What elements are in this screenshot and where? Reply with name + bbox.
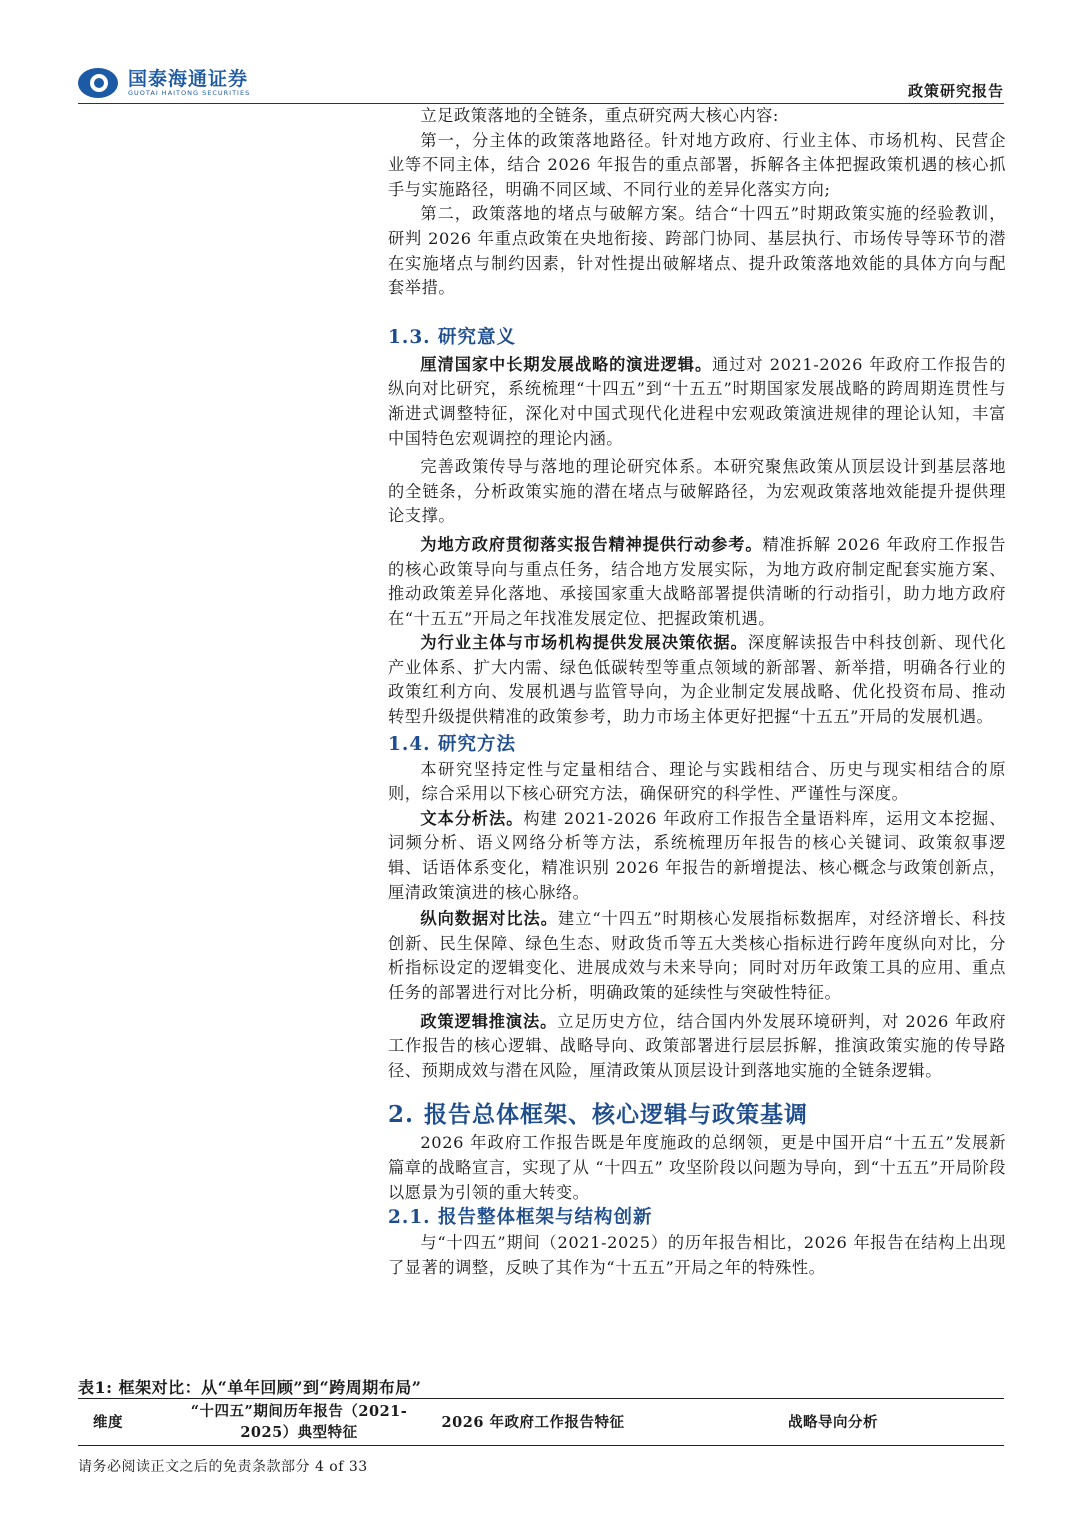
- paragraph: 第一，分主体的政策落地路径。针对地方政府、行业主体、市场机构、民营企业等不同主体，结合 2026 年报告的重点部署，拆解各主体把握政策机遇的核心抓手与实施路径，明确不同区域、不同行业的差异化落实方向;: [388, 130, 1006, 199]
- paragraph-lead: 纵向数据对比法。: [420, 909, 558, 929]
- paragraph-text: 通过对 2021-2026 年政府工作报告的纵向对比研究，系统梳理“十四五”到“十五五”时期国家发展战略的跨周期连贯性与渐进式调整特征，深化对中国式现代化进程中宏观政策演进规律的理论认知，丰富中国特色宏观调控的理论内涵。: [388, 354, 1006, 448]
- paragraph-text: 深度解读报告中科技创新、现代化产业体系、扩大内需、绿色低碳转型等重点领域的新部署、新举措，明确各行业的政策红利方向、发展机遇与监管导向，为企业制定发展战略、优化投资布局、推动转型升级提供精准的政策参考，助力市场主体更好把握“十五五”开局的发展机遇。: [388, 633, 1006, 727]
- page-footer: 请务必阅读正文之后的免责条款部分 4 of 33: [78, 1459, 368, 1475]
- paragraph: [388, 1010, 1006, 1084]
- section-heading-2: [388, 1099, 1006, 1131]
- section-number: 1.4.: [388, 733, 431, 755]
- section-number: 1.3.: [388, 326, 431, 348]
- report-type-label: 政策研究报告: [907, 82, 1004, 100]
- section-heading-2-1: [388, 1205, 1006, 1231]
- paragraph-lead: 厘清国家中长期发展战略的演进逻辑。: [420, 354, 713, 374]
- paragraph: 2026 年政府工作报告既是年度施政的总纲领，更是中国开启“十五五”发展新篇章的战略宣言，实现了从 “十四五” 攻坚阶段以问题为导向，到“十五五”开局阶段以愿景为引领的重大转变。: [388, 1133, 1006, 1202]
- logo-mark-icon: [78, 68, 120, 98]
- paragraph-text: 建立“十四五”时期核心发展指标数据库，对经济增长、科技创新、民生保障、绿色生态、财政货币等五大类核心指标进行跨年度纵向对比，分析指标设定的逻辑变化、进展成效与未来导向；同时对历年政策工具的应用、重点任务的部署进行对比分析，明确政策的延续性与突破性特征。: [388, 909, 1006, 1002]
- paragraph: 本研究坚持定性与定量相结合、理论与实践相结合、历史与现实相结合的原则，综合采用以下核心研究方法，确保研究的科学性、严谨性与深度。: [388, 759, 1006, 804]
- paragraph: 完善政策传导与落地的理论研究体系。本研究聚焦政策从顶层设计到基层落地的全链条，分析政策实施的潜在堵点与破解路径，为宏观政策落地效能提升提供理论支撑。: [388, 457, 1006, 526]
- section-heading-1-4: [388, 732, 1006, 758]
- section-title: 研究意义: [438, 326, 517, 348]
- paragraph-lead: 为地方政府贯彻落实报告精神提供行动参考。: [420, 534, 763, 554]
- logo-cn-text: 国泰海通证券: [128, 67, 249, 90]
- table-header-cell: 2026 年政府工作报告特征: [441, 1413, 625, 1431]
- paragraph: [388, 907, 1006, 1005]
- section-title: 研究方法: [438, 733, 517, 755]
- paragraph: [388, 353, 1006, 451]
- paragraph: [388, 807, 1006, 905]
- framework-comparison-table: [78, 1398, 1004, 1446]
- table-header-cell: “十四五”期间历年报告（2021-2025）典型特征: [190, 1403, 408, 1441]
- paragraph: 第二，政策落地的堵点与破解方案。结合“十四五”时期政策实施的经验教训，研判 2026 年重点政策在央地衔接、跨部门协同、基层执行、市场传导等环节的潜在实施堵点与制约因素，针对性提出破解堵点、提升政策落地效能的具体方向与配套举措。: [388, 204, 1006, 298]
- company-logo: [78, 68, 250, 98]
- paragraph-text: 立足历史方位，结合国内外发展环境研判，对 2026 年政府工作报告的核心逻辑、战略导向、政策部署进行层层拆解，推演政策实施的传导路径、预期成效与潜在风险，厘清政策从顶层设计到落地实施的全链条逻辑。: [388, 1011, 1006, 1080]
- paragraph-text: 构建 2021-2026 年政府工作报告全量语料库，运用文本挖掘、词频分析、语义网络分析等方法，系统梳理历年报告的核心关键词、政策叙事逻辑、话语体系变化，精准识别 2026 年报告的新增提法、核心概念与政策创新点，厘清政策演进的核心脉络。: [388, 808, 1006, 902]
- paragraph-lead: 文本分析法。: [420, 808, 524, 828]
- section-heading-1-3: [388, 325, 1006, 351]
- paragraph-lead: 政策逻辑推演法。: [420, 1011, 558, 1031]
- paragraph: [388, 631, 1006, 729]
- section-number: 2.1.: [388, 1207, 431, 1229]
- paragraph-text: 精准拆解 2026 年政府工作报告的核心政策导向与重点任务，结合地方发展实际，为地方政府制定配套实施方案、推动政策差异化落地、承接国家重大战略部署提供清晰的行动指引，助力地方政府在“十五五”开局之年找准发展定位、把握政策机遇。: [388, 534, 1007, 628]
- section-title: 报告总体框架、核心逻辑与政策基调: [424, 1101, 808, 1129]
- table-title: 表1: 框架对比：从“单年回顾”到“跨周期布局”: [78, 1378, 422, 1397]
- paragraph: [388, 533, 1006, 631]
- table-header-cell: 战略导向分析: [788, 1413, 878, 1431]
- page-header: [78, 68, 1004, 102]
- table-header-cell: 维度: [93, 1413, 123, 1431]
- paragraph: 与“十四五”期间（2021-2025）的历年报告相比，2026 年报告在结构上出现了显著的调整，反映了其作为“十五五”开局之年的特殊性。: [388, 1233, 1006, 1277]
- paragraph-lead: 为行业主体与市场机构提供发展决策依据。: [420, 633, 748, 653]
- logo-en-text: GUOTAI HAITONG SECURITIES: [128, 88, 251, 97]
- main-content: [388, 104, 1006, 1280]
- section-number: 2.: [388, 1101, 415, 1129]
- paragraph: 立足政策落地的全链条，重点研究两大核心内容:: [420, 106, 779, 125]
- section-title: 报告整体框架与结构创新: [438, 1207, 653, 1229]
